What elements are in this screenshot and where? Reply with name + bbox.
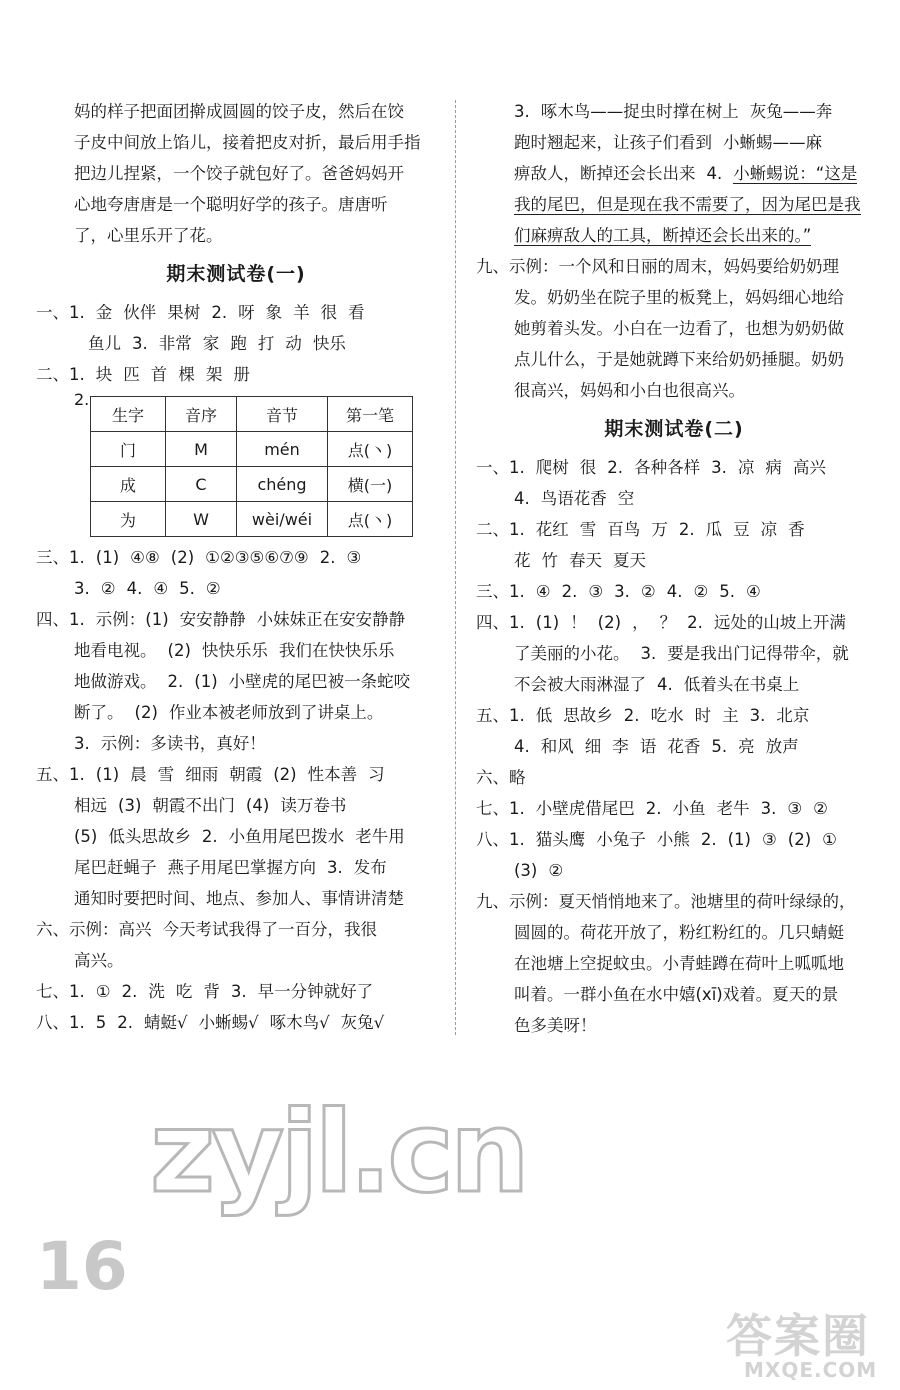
answer-line: 不会被大雨淋湿了 4. 低着头在书桌上 <box>514 675 800 694</box>
table-cell: 点(丶) <box>328 502 413 537</box>
answer-line: 二、1. 块 匹 首 棵 架 册 <box>36 365 250 384</box>
answer-line: 色多美呀！ <box>514 1016 597 1035</box>
answer-line: 四、1. 示例：(1) 安安静静 小妹妹正在安安静静 <box>36 610 406 629</box>
table-cell: 点(丶) <box>328 432 413 467</box>
underlined-text: 小蜥蜴说：“这是 <box>733 164 858 183</box>
logo-text: 答案圈 <box>726 1309 870 1363</box>
table-header-row <box>91 397 413 432</box>
answer-line: 点儿什么，于是她就蹲下来给奶奶捶腿。奶奶 <box>514 350 844 369</box>
answer-line: 尾巴赶蝇子 燕子用尾巴掌握方向 3. 发布 <box>74 858 387 877</box>
answer-line <box>514 189 872 220</box>
right-column <box>476 96 872 1041</box>
page-number: 16 <box>36 1228 128 1305</box>
text-line: 了，心里乐开了花。 <box>74 226 223 245</box>
answer-line: 3. 示例：多读书，真好！ <box>74 734 266 753</box>
table-header: 音序 <box>166 397 237 432</box>
answer-line: (3) ② <box>514 861 564 880</box>
text-line: 把边儿捏紧，一个饺子就包好了。爸爸妈妈开 <box>74 164 404 183</box>
answer-line: 叫着。一群小鱼在水中嬉(xī)戏着。夏天的景 <box>514 985 839 1004</box>
item-number: 2. <box>74 390 90 409</box>
answer-line: 通知时要把时间、地点、参加人、事情讲清楚 <box>74 889 404 908</box>
answer-line: 花 竹 春天 夏天 <box>514 551 647 570</box>
answer-line: 3. ② 4. ④ 5. ② <box>74 579 221 598</box>
answer-line: 她剪着头发。小白在一边看了，也想为奶奶做 <box>514 319 844 338</box>
table-cell: chéng <box>237 467 328 502</box>
answer-line: 八、1. 5 2. 蜻蜓√ 小蜥蜴√ 啄木鸟√ 灰兔√ <box>36 1013 385 1032</box>
table-header: 音节 <box>237 397 328 432</box>
continued-answers <box>476 96 872 251</box>
exam2-title: 期末测试卷(二) <box>604 418 744 440</box>
answer-line: 五、1. 低 思故乡 2. 吃水 时 主 3. 北京 <box>476 706 810 725</box>
table-cell: M <box>166 432 237 467</box>
answer-line: 九、示例：夏天悄悄地来了。池塘里的荷叶绿绿的， <box>476 892 856 911</box>
watermark-text: zyjl.cn <box>150 1088 526 1218</box>
table-header: 生字 <box>91 397 166 432</box>
text-line: 心地夸唐唐是一个聪明好学的孩子。唐唐听 <box>74 195 388 214</box>
answer-line: 很高兴，妈妈和小白也很高兴。 <box>514 381 745 400</box>
answer-line: 六、略 <box>476 768 526 787</box>
column-divider <box>455 100 456 1035</box>
character-table-block <box>36 390 436 542</box>
table-cell: W <box>166 502 237 537</box>
left-column <box>36 96 436 1038</box>
answer-line <box>514 158 872 189</box>
answer-line: 鱼儿 3. 非常 家 跑 打 动 快乐 <box>88 334 346 353</box>
answer-line: 八、1. 猫头鹰 小兔子 小熊 2. (1) ③ (2) ① <box>476 830 837 849</box>
answer-line: 高兴。 <box>74 951 124 970</box>
underlined-text: 们麻痹敌人的工具，断掉还会长出来的。” <box>514 226 812 245</box>
answer-line: 七、1. ① 2. 洗 吃 背 3. 早一分钟就好了 <box>36 982 374 1001</box>
answer-line: 3. 啄木鸟——捉虫时撑在树上 灰兔——奔 <box>514 102 833 121</box>
answer-line: 发。奶奶坐在院子里的板凳上，妈妈细心地给 <box>514 288 844 307</box>
answer-line: 地看电视。 (2) 快快乐乐 我们在快快乐乐 <box>74 641 395 660</box>
answer-line: 跑时翘起来，让孩子们看到 小蜥蜴——麻 <box>514 133 823 152</box>
answer-line: 在池塘上空捉蚊虫。小青蛙蹲在荷叶上呱呱地 <box>514 954 844 973</box>
answer-line: 六、示例：高兴 今天考试我得了一百分，我很 <box>36 920 378 939</box>
answer-text: 痹敌人，断掉还会长出来 4. <box>514 164 734 183</box>
table-header: 第一笔 <box>328 397 413 432</box>
table-row <box>91 432 413 467</box>
text-line: 子皮中间放上馅儿，接着把皮对折，最后用手指 <box>74 133 421 152</box>
table-row <box>91 467 413 502</box>
answer-line: 4. 鸟语花香 空 <box>514 489 635 508</box>
answer-line: 三、1. ④ 2. ③ 3. ② 4. ② 5. ④ <box>476 582 761 601</box>
site-logo <box>726 1300 896 1386</box>
table-cell: wèi/wéi <box>237 502 328 537</box>
table-cell: 门 <box>91 432 166 467</box>
answer-line: 五、1. (1) 晨 雪 细雨 朝霞 (2) 性本善 习 <box>36 765 385 784</box>
answer-line: 四、1. (1) ！ (2) ， ？ 2. 远处的山坡上开满 <box>476 613 846 632</box>
text-line: 妈的样子把面团擀成圆圆的饺子皮，然后在饺 <box>74 102 404 121</box>
answer-line: 三、1. (1) ④⑧ (2) ①②③⑤⑥⑦⑨ 2. ③ <box>36 548 362 567</box>
table-cell: 横(一) <box>328 467 413 502</box>
answer-line: 九、示例：一个风和日丽的周末，妈妈要给奶奶理 <box>476 257 839 276</box>
answer-line: 相远 (3) 朝霞不出门 (4) 读万卷书 <box>74 796 347 815</box>
table-cell: 为 <box>91 502 166 537</box>
answer-line: 一、1. 爬树 很 2. 各种各样 3. 凉 病 高兴 <box>476 458 826 477</box>
table-cell: 成 <box>91 467 166 502</box>
underlined-text: 我的尾巴，但是现在我不需要了，因为尾巴是我 <box>514 195 861 214</box>
answer-line: 一、1. 金 伙伴 果树 2. 呀 象 羊 很 看 <box>36 303 365 322</box>
table-cell: C <box>166 467 237 502</box>
answer-line: 圆圆的。荷花开放了，粉红粉红的。几只蜻蜓 <box>514 923 844 942</box>
answer-line: 4. 和风 细 李 语 花香 5. 亮 放声 <box>514 737 799 756</box>
intro-paragraph <box>36 96 436 251</box>
character-table <box>90 396 413 537</box>
table-cell: mén <box>237 432 328 467</box>
logo-domain: MXQE.COM <box>744 1358 878 1382</box>
table-row <box>91 502 413 537</box>
answer-line: (5) 低头思故乡 2. 小鱼用尾巴拨水 老牛用 <box>74 827 405 846</box>
answer-line <box>514 220 872 251</box>
exam1-title: 期末测试卷(一) <box>166 263 306 285</box>
answer-line: 地做游戏。 2. (1) 小壁虎的尾巴被一条蛇咬 <box>74 672 411 691</box>
answer-line: 七、1. 小壁虎借尾巴 2. 小鱼 老牛 3. ③ ② <box>476 799 828 818</box>
answer-line: 了美丽的小花。 3. 要是我出门记得带伞，就 <box>514 644 849 663</box>
answer-line: 断了。 (2) 作业本被老师放到了讲桌上。 <box>74 703 384 722</box>
answer-line: 二、1. 花红 雪 百鸟 万 2. 瓜 豆 凉 香 <box>476 520 805 539</box>
